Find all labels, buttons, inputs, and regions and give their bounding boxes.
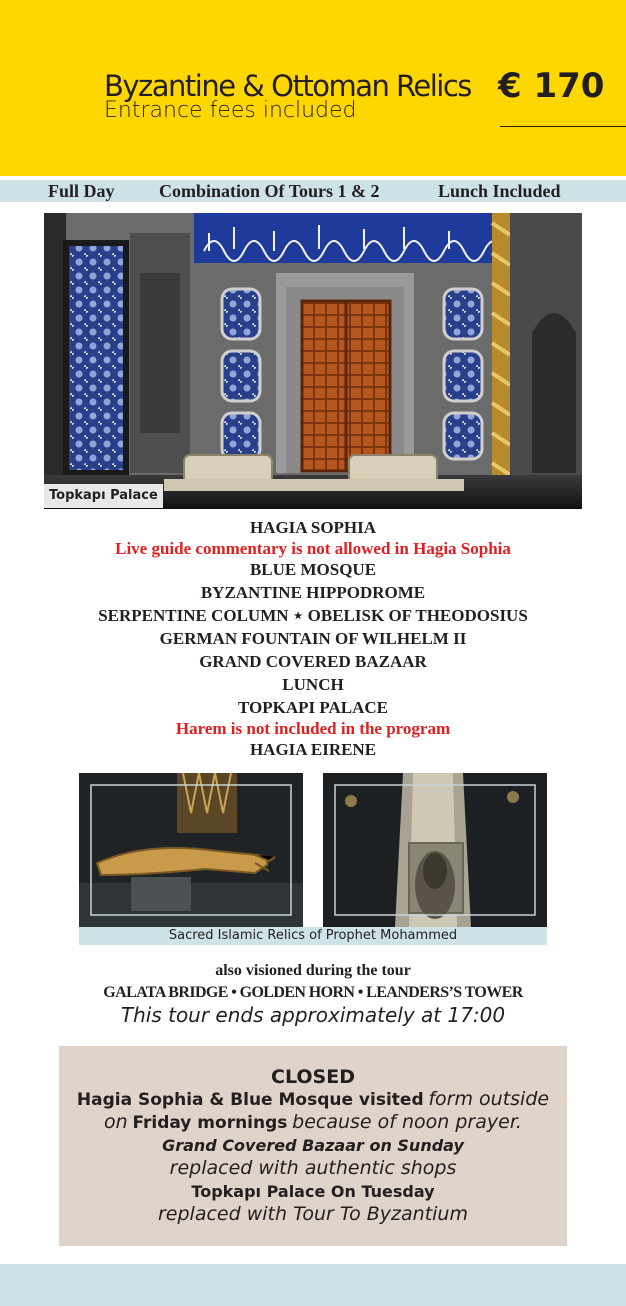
topkapi-palace-photo [44,213,582,509]
closed-title: CLOSED [271,1066,355,1088]
itinerary-item: GRAND COVERED BAZAAR [199,652,427,671]
itinerary-item: SERPENTINE COLUMN ⋆ OBELISK OF THEODOSIUS [98,606,528,625]
price-underline [500,126,626,127]
tour-price: € 170 [498,66,605,106]
closed-line-4: replaced with authentic shops [169,1157,457,1179]
landmarks-line: GALATA BRIDGE • GOLDEN HORN • LEANDERS’S TOWER [103,984,523,1001]
lunch-label: Lunch Included [438,181,561,201]
relic-arm-photo [79,773,303,927]
itinerary-item: HAGIA SOPHIA [249,518,377,537]
also-visioned-heading: also visioned during the tour [215,962,411,979]
closed-line-6: replaced with Tour To Byzantium [158,1203,468,1225]
itinerary-item: BLUE MOSQUE [249,560,377,579]
itinerary-item: GERMAN FOUNTAIN OF WILHELM II [159,629,467,648]
duration-label: Full Day [48,181,115,201]
tour-end-time: This tour ends approximately at 17:00 [120,1003,506,1027]
itinerary-warning: Harem is not included in the program [175,719,451,738]
tour-title: Byzantine & Ottoman Relics [104,69,471,103]
itinerary-item: BYZANTINE HIPPODROME [200,583,426,602]
itinerary-warning: Live guide commentary is not allowed in Hagia Sophia [115,539,511,558]
closed-line-3: Grand Covered Bazaar on Sunday [162,1136,464,1155]
itinerary-item: HAGIA EIRENE [249,740,377,759]
itinerary-list [0,516,626,761]
combination-label: Combination Of Tours 1 & 2 [159,181,380,201]
closed-line-2: on Friday mornings because of noon prayer. [104,1111,522,1133]
header-banner [0,0,626,176]
tour-subtitle: Entrance fees included [104,98,357,123]
relics-caption: Sacred Islamic Relics of Prophet Mohammed [79,927,547,945]
info-strip [0,180,626,202]
footer-strip [0,1264,626,1306]
itinerary-item: LUNCH [282,675,344,694]
closed-notice [59,1046,567,1246]
closed-line-5: Topkapı Palace On Tuesday [191,1182,435,1201]
closed-line-1: Hagia Sophia & Blue Mosque visited form outside [76,1088,550,1110]
relic-footprint-photo [323,773,547,927]
itinerary-item: TOPKAPI PALACE [237,698,389,717]
photo-caption: Topkapı Palace [44,484,163,508]
